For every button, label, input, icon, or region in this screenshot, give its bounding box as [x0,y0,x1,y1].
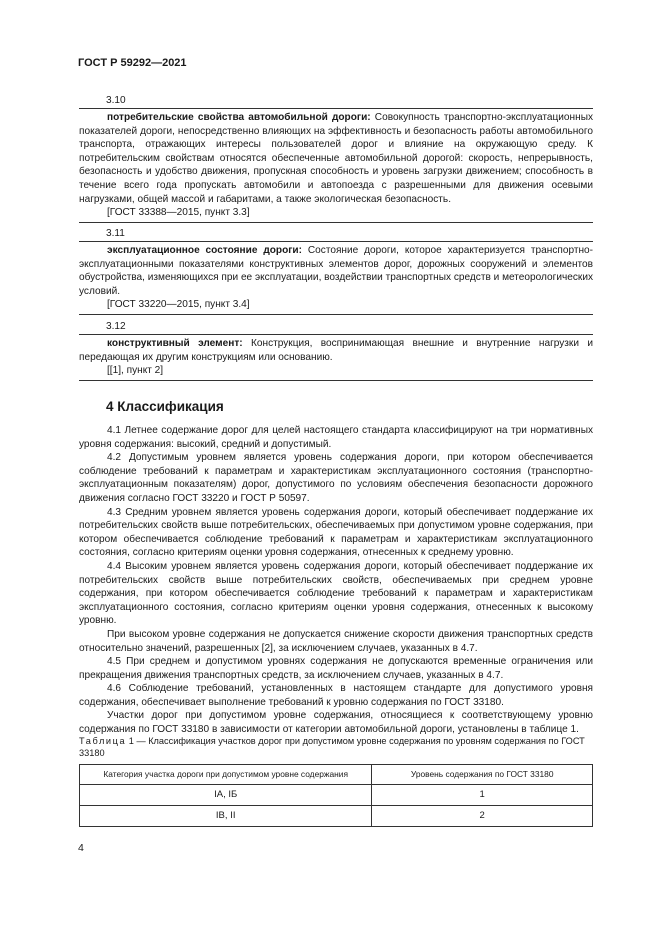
page-number: 4 [78,842,84,854]
term-number: 3.10 [106,95,126,106]
classification-table [79,764,593,827]
paragraph: 4.4 Высоким уровнем является уровень содержания дороги, который обеспечивает поддержание их потребительских свойств выше потребительских свойств, обеспечиваемых при среднем уровне содержания, при котором обеспечивается соблюдение требований к параметрам и характеристикам эксплуатационного состояния, согласно критериям оценки уровня содержания, отнесенных к высокому уровню. [79,560,593,627]
table-header-cell: Уровень содержания по ГОСТ 33180 [372,765,593,785]
term-entry [79,108,593,223]
table-cell: IВ, II [80,806,372,827]
paragraph: Участки дорог при допустимом уровне содержания, относящиеся к соответствующему уровню содержания по ГОСТ 33180 в зависимости от категории автомобильной дороги, установлены в таблице 1. [79,710,593,736]
paragraph: 4.1 Летнее содержание дорог для целей настоящего стандарта классифицируют на три нормативных уровня содержания: высокий, средний и допустимый. [79,425,593,450]
paragraph: 4.3 Средним уровнем является уровень содержания дороги, который обеспечивает поддержание их потребительских свойств выше потребительских, обеспечиваемых при допустимом уровне содержания, при котором обеспечивается соблюдение требований к параметрам и характеристикам эксплуатационного состояния, согласно критериям оценки уровня содержания, отнесенных к среднему уровню. [79,506,593,559]
term-entry [79,241,593,315]
paragraph: 4.2 Допустимым уровнем является уровень содержания дороги, при котором обеспечивается соблюдение требований к параметрам и характеристикам эксплуатационного состояния (транспортно-эксплуатационным показателям) дорог, допустимого по условиям обеспечения безопасности дорожного движения согласно ГОСТ 33220 и ГОСТ Р 50597. [79,452,593,504]
table-caption-text: 1 — Классификация участков дорог при допустимом уровне содержания по уровням содержания по ГОСТ 33180 [79,736,585,758]
paragraph: 4.6 Соблюдение требований, установленных в настоящем стандарте для допустимого уровня содержания, обеспечивает выполнение требований к уровню содержания по ГОСТ 33180. [79,683,593,708]
paragraph: 4.5 При среднем и допустимом уровнях содержания не допускаются временные ограничения или прекращения движения транспортных средств, за исключением случаев, указанных в 4.7. [79,656,593,681]
page-header: ГОСТ Р 59292—2021 [78,57,187,69]
table-cell: 1 [372,785,593,806]
term-reference: [ГОСТ 33388—2015, пункт 3.3] [107,207,250,219]
term-definition [79,337,593,364]
table-caption [79,735,593,759]
term-text: Состояние дороги, которое характеризуется транспортно-эксплуатационными показателями конструктивных элементов дорог, дорожных сооружений и элементов обустройства, изменяющихся при ее эксплуатации, воздействии транспортных средств и метеорологических условий. [79,245,594,297]
section-title: 4 Классификация [106,399,224,414]
term-text: Конструкция, воспринимающая внешние и внутренние нагрузки и передающая их другим конструкциям или основанию. [79,338,593,363]
term-name: эксплуатационное состояние дороги: [107,245,303,256]
term-definition [79,111,593,206]
table-cell: 2 [372,806,593,827]
term-text: Совокупность транспортно-эксплуатационных показателей дороги, непосредственно влияющих на эффективность и безопасность работы автомобильного транспорта, отражающих интересы пользователей дорог и влияние на окружающую среду. К потребительским свойствам относятся обеспеченные автомобильной дорогой: скорость, непрерывность, безопасность и удобство движения, пропускная способность и уровень загрузки движением; способность в течение всего года пропускать автомобили и автопоезда с разрешенными для движения осевыми нагрузками, общей массой и габаритами, а также экологическая безопасность. [79,112,593,205]
term-number: 3.11 [106,228,125,239]
term-reference: [ГОСТ 33220—2015, пункт 3.4] [107,299,250,311]
table-header-cell: Категория участка дороги при допустимом уровне содержания [80,765,372,785]
paragraph: При высоком уровне содержания не допускается снижение скорости движения транспортных средств относительно значений, разрешенных [2], за исключением случаев, указанных в 4.7. [79,628,593,654]
table-cell: IА, IБ [80,785,372,806]
term-entry [79,334,593,381]
term-reference: [[1], пункт 2] [107,365,164,377]
section-body [79,424,593,737]
table-caption-label: Таблица [79,736,127,746]
term-number: 3.12 [106,321,126,332]
table-header-row [80,765,593,785]
term-name: конструктивный элемент: [107,338,243,349]
term-definition [79,244,593,298]
term-name: потребительские свойства автомобильной дороги: [107,112,371,123]
table-row [80,806,593,827]
table-row [80,785,593,806]
